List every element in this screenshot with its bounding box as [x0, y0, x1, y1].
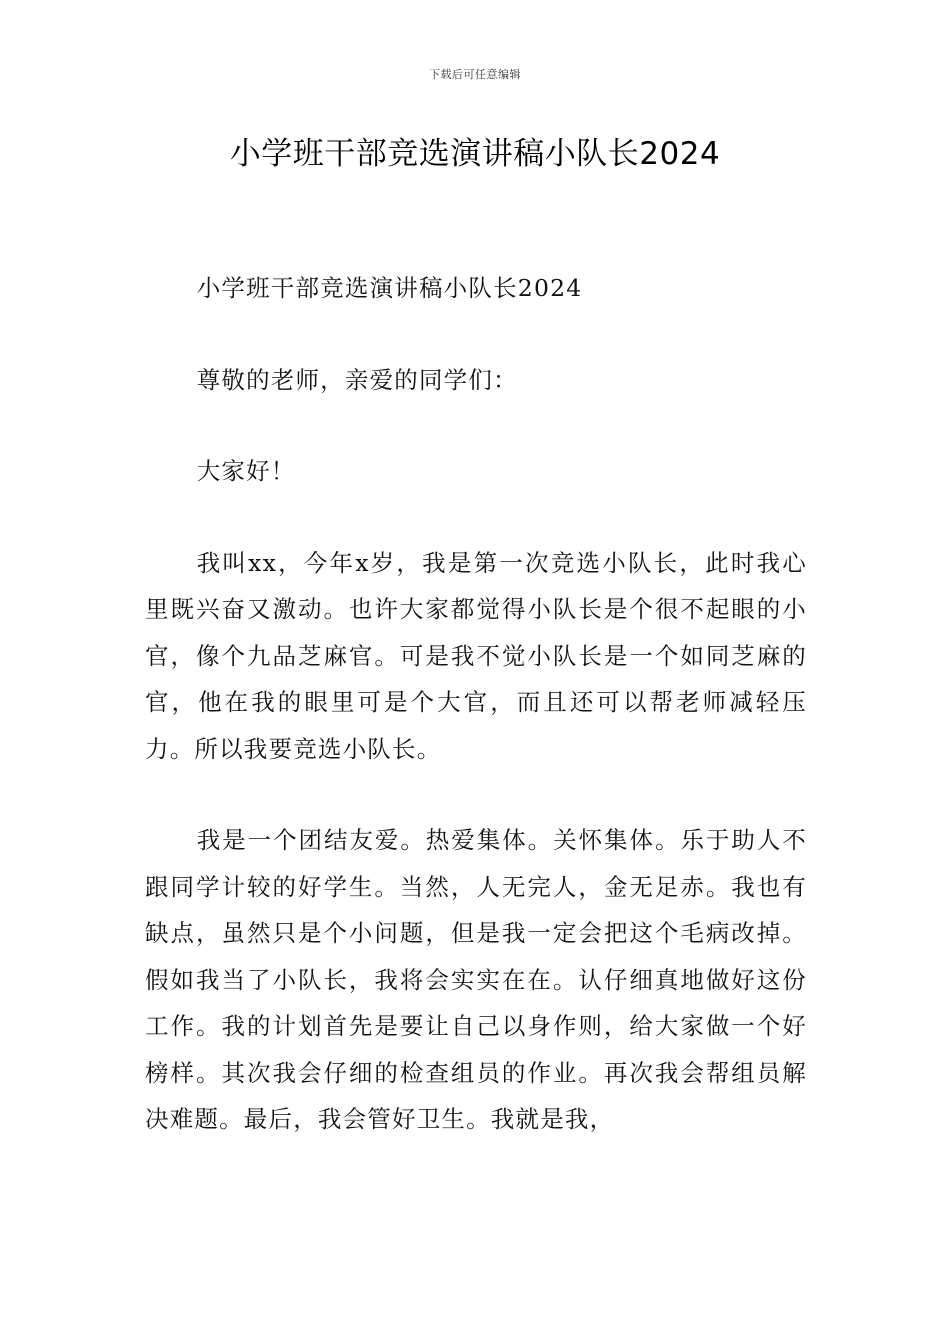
paragraph-salutation: 尊敬的老师，亲爱的同学们： — [196, 365, 518, 394]
paragraph-subtitle: 小学班干部竞选演讲稿小队长2024 — [196, 274, 583, 302]
document-body — [145, 265, 807, 1188]
paragraph-greeting: 大家好！ — [196, 457, 296, 485]
paragraph-plan: 我是一个团结友爱。热爱集体。关怀集体。乐于助人不跟同学计较的好学生。当然，人无完人，金无足赤。我也有缺点，虽然只是个小问题，但是我一定会把这个毛病改掉。假如我当了小队长，我将会实实在在。认仔细真地做好这份工作。我的计划首先是要让自己以身作则，给大家做一个好榜样。其次我会仔细的检查组员的作业。再次我会帮组员解决难题。最后，我会管好卫生。我就是我， — [145, 826, 807, 1133]
document-title: 小学班干部竞选演讲稿小队长2024 — [229, 136, 721, 172]
header-note: 下载后可任意编辑 — [429, 68, 521, 81]
paragraph-introduction: 我叫xx，今年x岁，我是第一次竞选小队长，此时我心里既兴奋又激动。也许大家都觉得小队长是个很不起眼的小官，像个九品芝麻官。可是我不觉小队长是一个如同芝麻的官，他在我的眼里可是个大官，而且还可以帮老师减轻压力。所以我要竞选小队长。 — [145, 548, 807, 763]
